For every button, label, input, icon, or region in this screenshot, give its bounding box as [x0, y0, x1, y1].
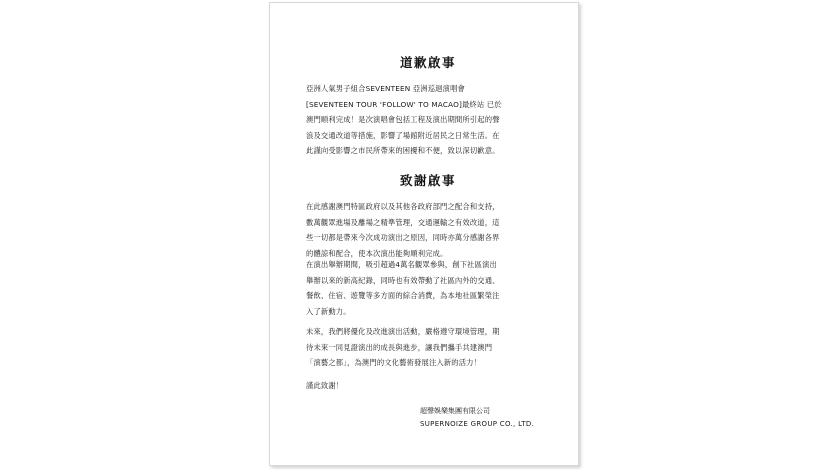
thanks-line: 待未來一同見證演出的成長與進步，讓我們攜手共建澳門 — [306, 342, 493, 352]
apology-paragraph — [306, 81, 550, 159]
apology-title: 道歉啟事 — [399, 55, 456, 70]
apology-line: 亞洲人氣男子組合SEVENTEEN 亞洲巡迴演唱會 — [306, 84, 465, 93]
thanks-line: 舉辦以來的新高紀錄，同時也有效帶動了社區內外的交通、 — [306, 275, 500, 285]
thanks-line: 未來，我們將優化及改進演出活動，嚴格遵守環境管理，期 — [306, 327, 500, 336]
thanks-line: 在此感謝澳門特區政府以及其他各政府部門之配合和支持， — [306, 202, 500, 211]
apology-line: [SEVENTEEN TOUR 'FOLLOW' TO MACAO]最終站 已於 — [306, 99, 502, 109]
thanks-title: 致謝啟事 — [399, 173, 456, 188]
thanks-line: 些一切都是帶來今次成功演出之原因，同時亦萬分感謝各界 — [306, 233, 500, 242]
thanks-paragraph-2 — [306, 257, 550, 319]
closing-line — [306, 378, 550, 394]
thanks-line: 數萬觀眾進場及離場之精準管理，交通運輸之有效改道，這 — [306, 217, 500, 227]
signature-chinese: 超聲娛樂集團有限公司 — [420, 407, 490, 415]
thanks-paragraph-1 — [306, 199, 550, 261]
thanks-line: 「演藝之都」，為澳門的文化藝術發展注入新的活力！ — [306, 358, 482, 367]
thanks-line: 在演出舉辦期間，吸引超過4萬名觀眾參與，創下社區演出 — [306, 260, 497, 269]
thanks-line: 入了新動力。 — [306, 306, 351, 316]
apology-line: 浪及交通改道等措施，影響了場館附近居民之日常生活。在 — [306, 130, 500, 140]
thanks-line: 的體諒和配合，使本次演出能夠順利完成。 — [306, 248, 448, 258]
apology-line: 澳門順利完成！是次演唱會包括工程及演出期間所引起的聲 — [306, 115, 500, 124]
notice-document — [269, 2, 579, 466]
closing-text: 謹此致謝！ — [306, 381, 344, 390]
apology-line: 此謹向受影響之市民所帶來的困擾和不便，致以深切歉意。 — [306, 146, 500, 155]
thanks-paragraph-3 — [306, 324, 550, 371]
signature-english: SUPERNOIZE GROUP CO., LTD. — [420, 420, 535, 428]
thanks-line: 餐飲、住宿、遊覽等多方面的綜合消費，為本地社區繁榮注 — [306, 291, 500, 300]
